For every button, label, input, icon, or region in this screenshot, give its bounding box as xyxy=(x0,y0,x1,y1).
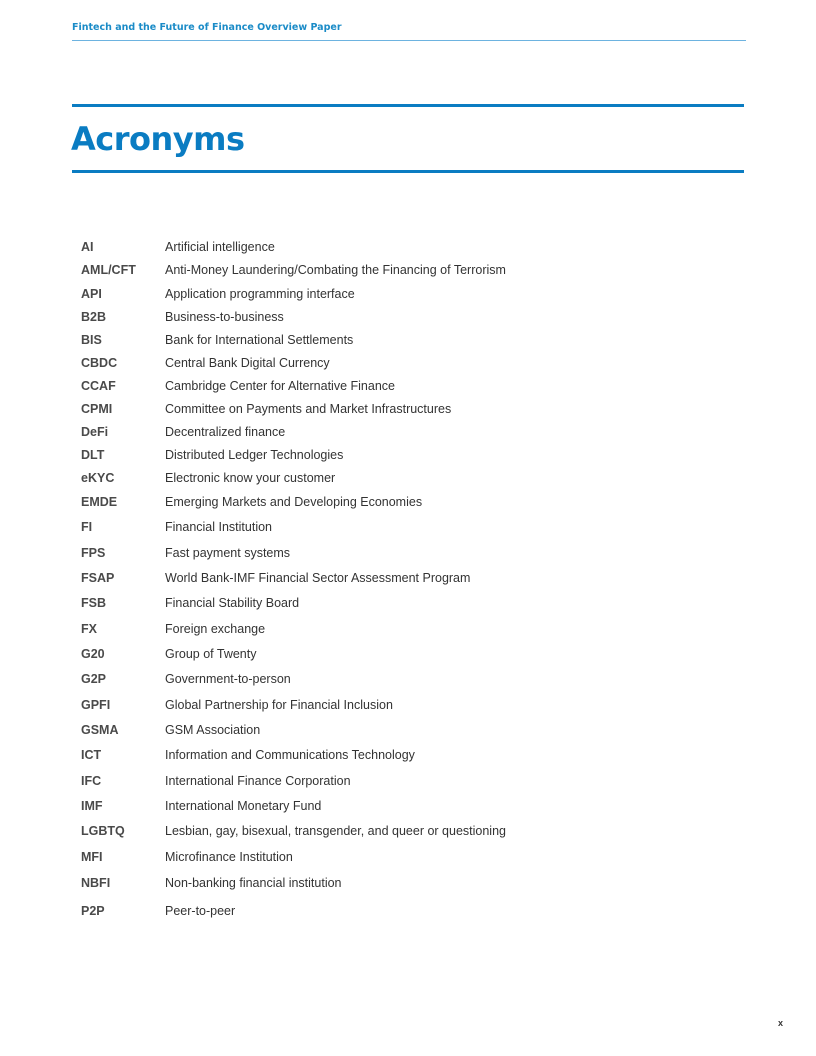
acronym-definition: Business-to-business xyxy=(165,310,284,324)
acronym-row xyxy=(81,310,681,328)
acronym-term: IFC xyxy=(81,774,102,788)
title-rule-top xyxy=(72,104,744,107)
acronym-term: GSMA xyxy=(81,723,119,737)
acronym-row xyxy=(81,647,681,665)
acronym-term: ICT xyxy=(81,748,102,762)
acronym-definition: Decentralized finance xyxy=(165,425,286,439)
acronym-definition: Artificial intelligence xyxy=(165,240,275,254)
acronym-term: GPFI xyxy=(81,698,111,712)
acronym-term: CBDC xyxy=(81,356,118,370)
acronym-row xyxy=(81,672,681,690)
acronym-row xyxy=(81,876,681,894)
acronym-definition: Central Bank Digital Currency xyxy=(165,356,330,370)
acronym-row xyxy=(81,240,681,258)
acronym-term: B2B xyxy=(81,310,107,324)
acronym-row xyxy=(81,723,681,741)
acronym-definition: Financial Stability Board xyxy=(165,596,300,610)
acronym-term: FX xyxy=(81,622,97,636)
acronym-term: AI xyxy=(81,240,94,254)
acronym-definition: Non-banking financial institution xyxy=(165,876,342,890)
acronym-term: G20 xyxy=(81,647,105,661)
acronym-row xyxy=(81,356,681,374)
acronym-term: BIS xyxy=(81,333,102,347)
acronym-term: FI xyxy=(81,520,93,534)
acronym-definition: Committee on Payments and Market Infrastructures xyxy=(165,402,452,416)
acronym-definition: Bank for International Settlements xyxy=(165,333,354,347)
acronym-row xyxy=(81,698,681,716)
acronym-row xyxy=(81,287,681,305)
acronym-row xyxy=(81,904,681,922)
acronym-definition: Government-to-person xyxy=(165,672,291,686)
acronym-row xyxy=(81,520,681,538)
acronym-term: EMDE xyxy=(81,495,118,509)
acronym-term: DLT xyxy=(81,448,105,462)
acronym-term: IMF xyxy=(81,799,103,813)
acronym-row xyxy=(81,774,681,792)
title-rule-bottom xyxy=(72,170,744,173)
acronym-row xyxy=(81,571,681,589)
acronym-term: P2P xyxy=(81,904,105,918)
acronym-row xyxy=(81,333,681,351)
acronym-row xyxy=(81,495,681,513)
acronym-row xyxy=(81,622,681,640)
acronym-definition: Global Partnership for Financial Inclusion xyxy=(165,698,393,712)
acronym-definition: Cambridge Center for Alternative Finance xyxy=(165,379,395,393)
acronym-row xyxy=(81,471,681,489)
acronym-term: DeFi xyxy=(81,425,109,439)
acronym-term: CCAF xyxy=(81,379,116,393)
acronym-term: FPS xyxy=(81,546,106,560)
acronym-term: MFI xyxy=(81,850,103,864)
acronym-row xyxy=(81,824,681,842)
acronym-term: CPMI xyxy=(81,402,113,416)
acronym-row xyxy=(81,263,681,281)
acronym-term: FSB xyxy=(81,596,106,610)
acronym-row xyxy=(81,448,681,466)
acronym-row xyxy=(81,425,681,443)
acronym-definition: Application programming interface xyxy=(165,287,355,301)
acronym-row xyxy=(81,402,681,420)
acronym-row xyxy=(81,546,681,564)
running-header: Fintech and the Future of Finance Overview Paper xyxy=(72,22,342,33)
acronym-definition: Electronic know your customer xyxy=(165,471,336,485)
page-title: Acronyms xyxy=(71,120,245,158)
acronym-definition: Microfinance Institution xyxy=(165,850,293,864)
acronym-definition: Lesbian, gay, bisexual, transgender, and queer or questioning xyxy=(165,824,506,838)
acronym-definition: Peer-to-peer xyxy=(165,904,236,918)
acronym-definition: Anti-Money Laundering/Combating the Financing of Terrorism xyxy=(165,263,506,277)
acronym-definition: International Finance Corporation xyxy=(165,774,351,788)
acronym-row xyxy=(81,596,681,614)
acronym-term: G2P xyxy=(81,672,107,686)
acronym-term: LGBTQ xyxy=(81,824,125,838)
acronym-term: AML/CFT xyxy=(81,263,136,277)
acronym-definition: Financial Institution xyxy=(165,520,273,534)
acronym-row xyxy=(81,379,681,397)
acronym-definition: Foreign exchange xyxy=(165,622,266,636)
acronym-definition: Emerging Markets and Developing Economies xyxy=(165,495,423,509)
acronym-definition: Information and Communications Technology xyxy=(165,748,415,762)
acronym-definition: Distributed Ledger Technologies xyxy=(165,448,344,462)
header-divider xyxy=(72,40,746,41)
acronym-definition: Group of Twenty xyxy=(165,647,257,661)
acronym-term: API xyxy=(81,287,102,301)
acronym-term: FSAP xyxy=(81,571,115,585)
acronym-term: NBFI xyxy=(81,876,111,890)
acronym-row xyxy=(81,748,681,766)
acronym-row xyxy=(81,850,681,868)
acronym-definition: Fast payment systems xyxy=(165,546,291,560)
acronym-row xyxy=(81,799,681,817)
acronym-definition: International Monetary Fund xyxy=(165,799,322,813)
acronym-term: eKYC xyxy=(81,471,115,485)
acronym-definition: World Bank-IMF Financial Sector Assessment Program xyxy=(165,571,471,585)
acronym-definition: GSM Association xyxy=(165,723,261,737)
page-number: x xyxy=(777,1018,783,1028)
